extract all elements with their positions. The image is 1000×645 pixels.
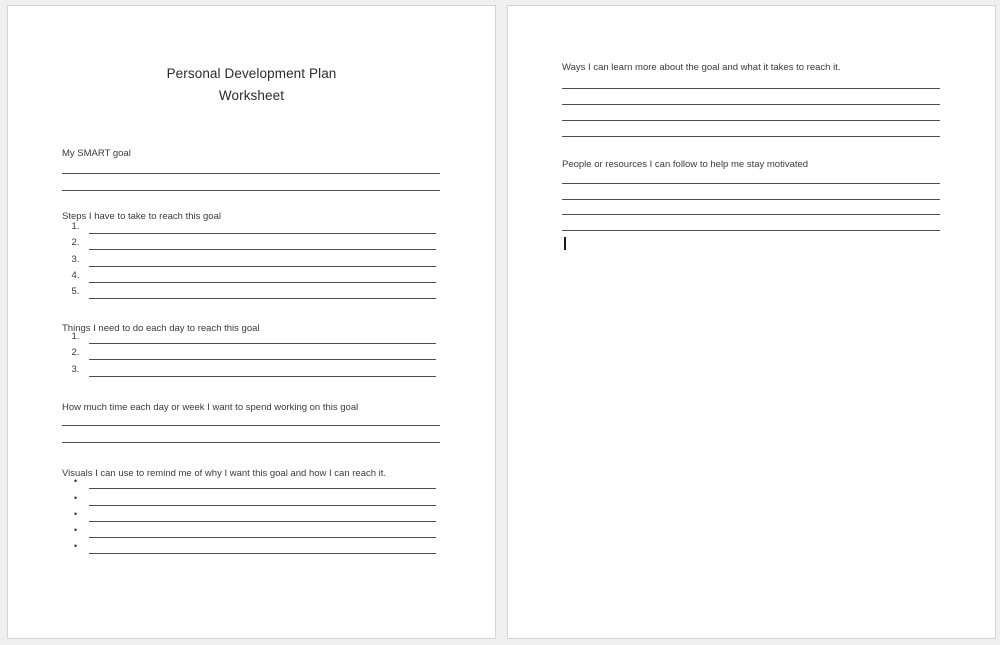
blank-line[interactable] (562, 184, 940, 200)
blank-line-rule (562, 73, 940, 89)
steps-lines (62, 218, 436, 299)
smart-goal-lines (62, 158, 440, 191)
title-line-1: Personal Development Plan (166, 66, 337, 81)
blank-line-rule (562, 215, 940, 231)
bullet-line[interactable] (62, 506, 436, 522)
blank-line-rule (562, 200, 940, 216)
blank-line-rule (62, 410, 440, 427)
blank-line-rule (89, 250, 436, 266)
bullet-icon: • (73, 525, 78, 536)
blank-line[interactable] (562, 200, 940, 216)
list-number: 1. (71, 221, 80, 233)
learn-label: Ways I can learn more about the goal and what it takes to reach it. (562, 62, 841, 73)
numbered-line[interactable] (62, 328, 436, 344)
numbered-line[interactable] (62, 218, 436, 234)
blank-line-rule (89, 328, 436, 344)
numbered-line[interactable] (62, 283, 436, 299)
time-label: How much time each day or week I want to spend working on this goal (62, 402, 359, 413)
list-number: 4. (71, 269, 80, 281)
blank-line-rule (89, 267, 436, 283)
list-number: 2. (71, 347, 80, 359)
blank-line-rule (562, 169, 940, 185)
bullet-icon: • (73, 476, 78, 488)
blank-line-rule (562, 121, 940, 137)
blank-line-rule (62, 158, 440, 175)
blank-line[interactable] (62, 174, 440, 191)
bullet-line[interactable] (62, 489, 436, 505)
bullet-line[interactable] (62, 522, 436, 538)
list-number: 2. (71, 237, 80, 249)
numbered-line[interactable] (62, 344, 436, 360)
people-label: People or resources I can follow to help me stay motivated (562, 159, 809, 170)
bullet-icon: • (73, 492, 78, 504)
numbered-line[interactable] (62, 267, 436, 283)
list-number: 5. (71, 285, 80, 297)
steps-label: Steps I have to take to reach this goal (62, 211, 221, 222)
blank-line[interactable] (562, 169, 940, 185)
blank-line-rule (89, 473, 436, 489)
blank-line[interactable] (562, 121, 940, 137)
blank-line-rule (562, 105, 940, 121)
list-number: 1. (71, 331, 80, 343)
numbered-line[interactable] (62, 250, 436, 266)
blank-line[interactable] (62, 158, 440, 175)
daily-things-label: Things I need to do each day to reach this goal (62, 323, 260, 334)
bullet-icon: • (73, 508, 78, 520)
blank-line[interactable] (62, 410, 440, 427)
blank-line[interactable] (562, 89, 940, 105)
blank-line-rule (562, 184, 940, 200)
text-cursor (564, 237, 566, 250)
blank-line-rule (89, 522, 436, 538)
bullet-line[interactable] (62, 538, 436, 554)
time-lines (62, 410, 440, 443)
blank-line-rule (89, 218, 436, 234)
visuals-label: Visuals I can use to remind me of why I want this goal and how I can reach it. (62, 468, 387, 479)
blank-line[interactable] (62, 426, 440, 443)
blank-line-rule (62, 174, 440, 191)
numbered-line[interactable] (62, 234, 436, 250)
blank-line-rule (562, 89, 940, 105)
blank-line-rule (89, 489, 436, 505)
page-1[interactable] (7, 5, 496, 639)
list-number: 3. (71, 253, 80, 265)
blank-line-rule (89, 506, 436, 522)
title-line-2: Worksheet (218, 88, 285, 103)
blank-line-rule (89, 234, 436, 250)
blank-line-rule (89, 360, 436, 376)
blank-line-rule (89, 344, 436, 360)
page-2[interactable] (507, 5, 996, 639)
daily-things-lines (62, 328, 436, 377)
list-number: 3. (71, 363, 80, 375)
people-lines (562, 169, 940, 231)
document-title (8, 63, 495, 107)
bullet-icon: • (73, 541, 78, 553)
blank-line[interactable] (562, 73, 940, 89)
numbered-line[interactable] (62, 360, 436, 376)
smart-goal-label: My SMART goal (62, 148, 131, 159)
blank-line[interactable] (562, 105, 940, 121)
visuals-lines (62, 473, 436, 554)
learn-lines (562, 73, 940, 137)
bullet-line[interactable] (62, 473, 436, 489)
blank-line-rule (89, 283, 436, 299)
blank-line-rule (62, 426, 440, 443)
blank-line-rule (89, 538, 436, 554)
blank-line[interactable] (562, 215, 940, 231)
